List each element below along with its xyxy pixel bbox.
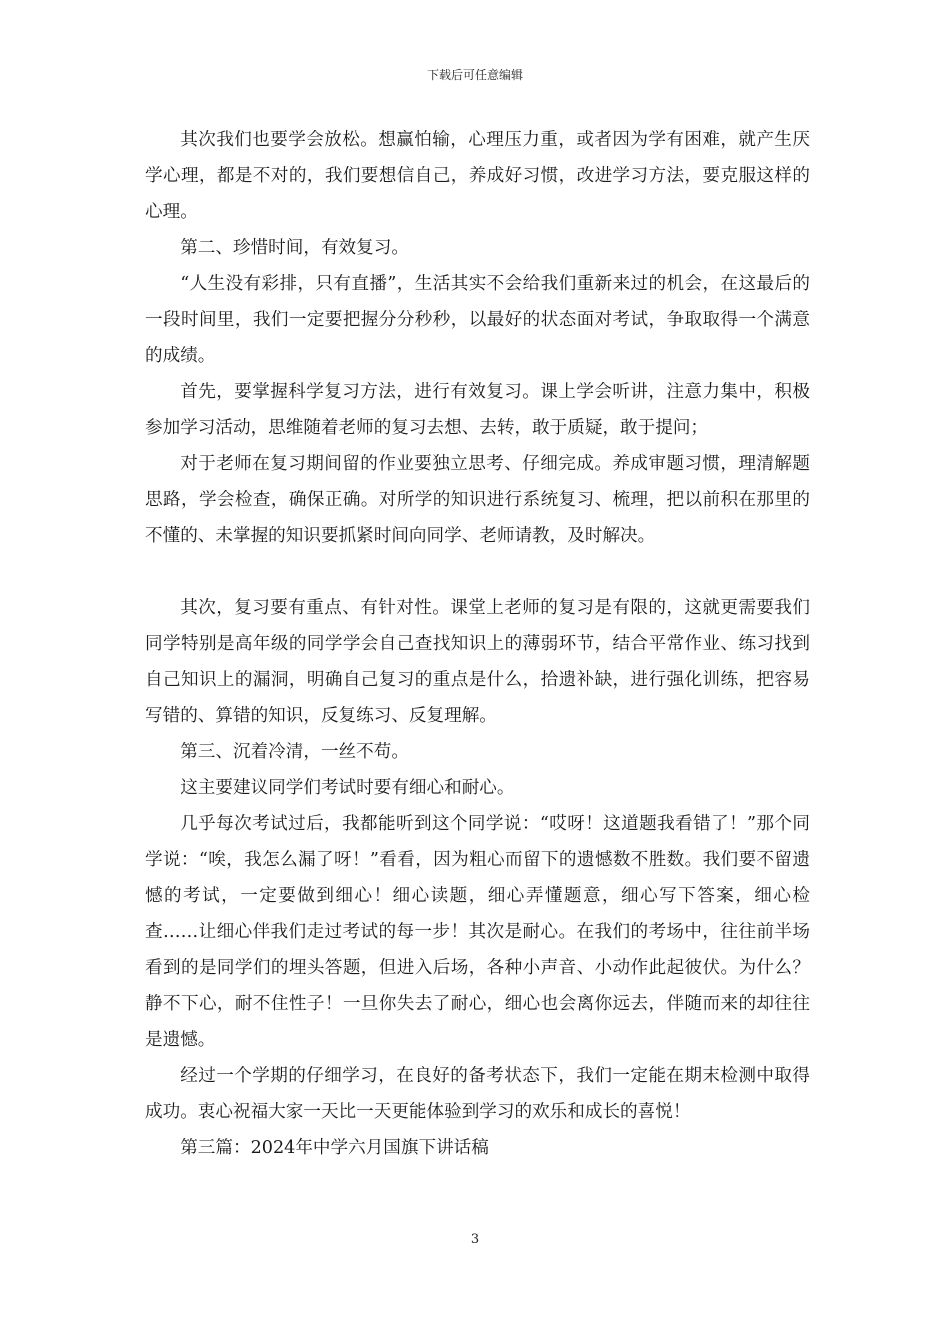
paragraph: 几乎每次考试过后，我都能听到这个同学说：“哎呀！这道题我看错了！”那个同学说：“唉，我怎么漏了呀！”看看，因为粗心而留下的遗憾数不胜数。我们要不留遗憾的考试，一定要做到细心！细心读题，细心弄懂题意，细心写下答案，细心检查……让细心伴我们走过考试的每一步！其次是耐心。在我们的考场中，往往前半场看到的是同学们的埋头答题，但进入后场，各种小声音、小动作此起彼伏。为什么？静不下心，耐不住性子！一旦你失去了耐心，细心也会离你远去，伴随而来的却往往是遗憾。 bbox=[145, 814, 810, 1050]
paragraph: 其次，复习要有重点、有针对性。课堂上老师的复习是有限的，这就更需要我们同学特别是高年级的同学学会自己查找知识上的薄弱环节，结合平常作业、练习找到自己知识上的漏洞，明确自己复习的重点是什么，拾遗补缺，进行强化训练，把容易写错的、算错的知识，反复练习、反复理解。 bbox=[145, 598, 810, 726]
document-body bbox=[145, 122, 810, 1166]
paragraph: 经过一个学期的仔细学习，在良好的备考状态下，我们一定能在期末检测中取得成功。衷心祝福大家一天比一天更能体验到学习的欢乐和成长的喜悦！ bbox=[145, 1066, 810, 1122]
section-heading: 第二、珍惜时间，有效复习。 bbox=[180, 238, 409, 258]
blank-line bbox=[145, 554, 810, 590]
page-number: 3 bbox=[470, 1232, 480, 1247]
section-heading: 第三篇：2024年中学六月国旗下讲话稿 bbox=[180, 1138, 489, 1158]
section-heading: 第三、沉着冷清，一丝不苟。 bbox=[180, 742, 409, 762]
page-header: 下载后可任意编辑 bbox=[426, 68, 523, 82]
paragraph: 首先，要掌握科学复习方法，进行有效复习。课上学会听讲，注意力集中，积极参加学习活动，思维随着老师的复习去想、去转，敢于质疑，敢于提问； bbox=[145, 382, 810, 438]
paragraph: “人生没有彩排，只有直播”，生活其实不会给我们重新来过的机会，在这最后的一段时间里，我们一定要把握分分秒秒，以最好的状态面对考试，争取取得一个满意的成绩。 bbox=[145, 274, 810, 366]
paragraph: 其次我们也要学会放松。想赢怕输，心理压力重，或者因为学有困难，就产生厌学心理，都是不对的，我们要想信自己，养成好习惯，改进学习方法，要克服这样的心理。 bbox=[145, 130, 810, 222]
paragraph: 对于老师在复习期间留的作业要独立思考、仔细完成。养成审题习惯，理清解题思路，学会检查，确保正确。对所学的知识进行系统复习、梳理，把以前积在那里的不懂的、未掌握的知识要抓紧时间向同学、老师请教，及时解决。 bbox=[145, 454, 810, 546]
paragraph: 这主要建议同学们考试时要有细心和耐心。 bbox=[180, 778, 515, 798]
